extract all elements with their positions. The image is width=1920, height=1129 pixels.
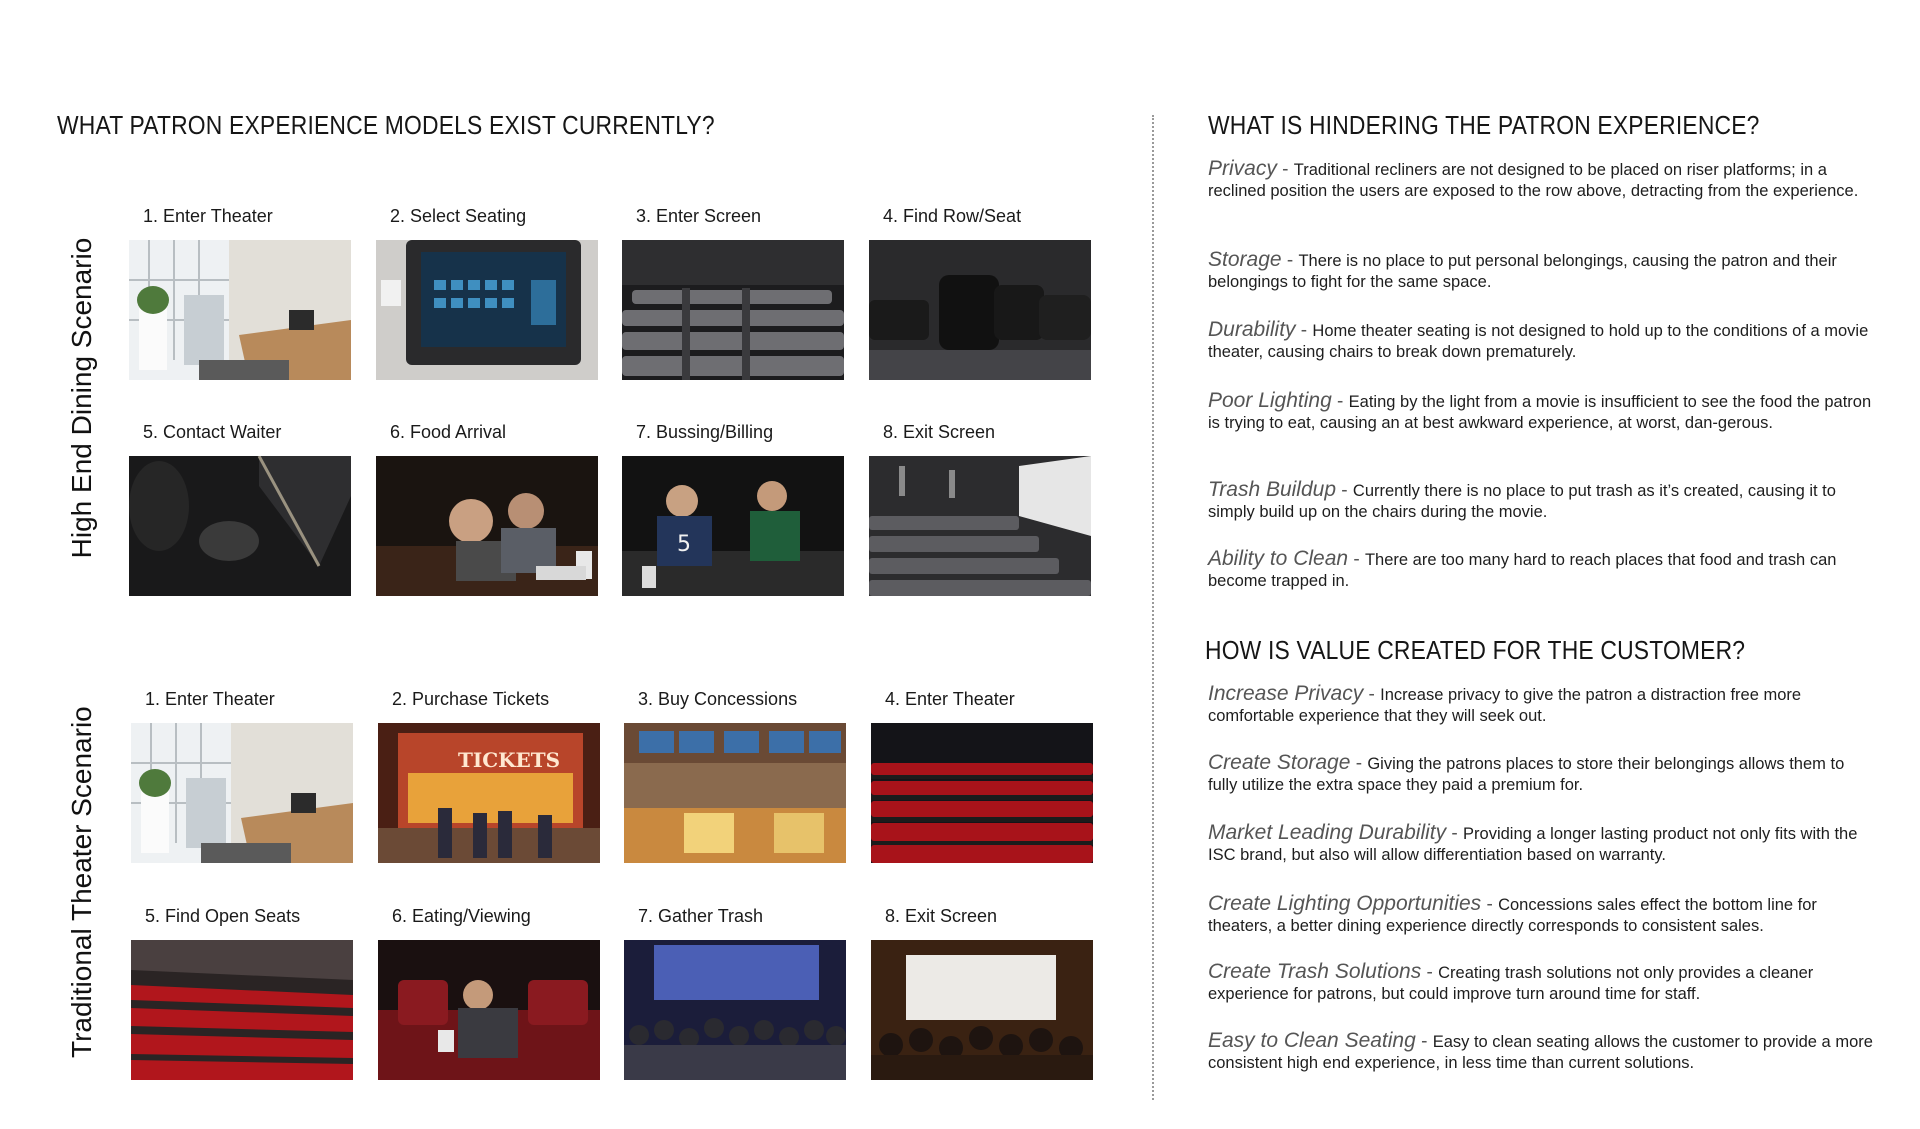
step-card: [624, 906, 846, 1080]
item-term: Storage: [1208, 248, 1282, 271]
item-text: Creating trash solutions not only provides a cleaner experience for patrons, but could improve turn around time for staff.: [1208, 964, 1814, 1003]
value-item: [1208, 961, 1878, 1005]
photo-lobby: [131, 723, 353, 863]
step-card: [871, 689, 1093, 863]
step-card: [129, 422, 351, 596]
svg-text:5: 5: [677, 532, 691, 557]
left-title: WHAT PATRON EXPERIENCE MODELS EXIST CURRENTLY?: [57, 110, 715, 140]
item-separator: -: [1336, 480, 1353, 501]
item-separator: -: [1350, 753, 1368, 774]
step-label: 1. Enter Theater: [145, 689, 275, 709]
item-term: Privacy: [1208, 157, 1277, 180]
step-label: 3. Buy Concessions: [638, 689, 798, 709]
photo-eating-viewing: [378, 940, 600, 1080]
photo-concessions: [624, 723, 846, 863]
hindering-item: [1208, 479, 1878, 523]
photo-open-seats: [131, 940, 353, 1080]
item-separator: -: [1415, 1031, 1433, 1052]
hindering-item: [1208, 390, 1878, 434]
photo-food-arrival: [376, 456, 598, 596]
item-text: There is no place to put personal belongings, causing the patron and their belongings to fight for the same space.: [1208, 252, 1837, 291]
step-card: [376, 206, 598, 380]
item-text: Providing a longer lasting product not only fits with the ISC brand, but also will allow differentiation based on warranty.: [1208, 825, 1858, 864]
step-card: [131, 689, 353, 863]
step-label: 2. Select Seating: [390, 206, 527, 226]
item-separator: -: [1281, 250, 1299, 271]
step-card: [129, 206, 351, 380]
step-label: 5. Find Open Seats: [145, 906, 301, 926]
step-label: 4. Enter Theater: [885, 689, 1015, 709]
item-separator: -: [1446, 823, 1464, 844]
photo-ticket-booth: [378, 723, 600, 863]
item-term: Create Storage: [1208, 751, 1351, 774]
hindering-title: WHAT IS HINDERING THE PATRON EXPERIENCE?: [1208, 110, 1760, 140]
item-term: Poor Lighting: [1208, 389, 1332, 412]
scenario-label-traditional: Traditional Theater Scenario: [66, 706, 97, 1058]
step-label: 7. Gather Trash: [638, 906, 764, 926]
item-term: Easy to Clean Seating: [1208, 1029, 1416, 1052]
item-text: Eating by the light from a movie is insufficient to see the food the patron is trying to eat, causing an at best awkward experience, at worst, dan-gerous.: [1208, 393, 1872, 432]
step-card: [622, 206, 844, 380]
item-term: Increase Privacy: [1208, 682, 1364, 705]
photo-recliners: [869, 240, 1091, 380]
item-text: Increase privacy to give the patron a distraction free more comfortable experience that they will seek out.: [1208, 686, 1802, 725]
item-term: Durability: [1208, 318, 1296, 341]
photo-exit-screen-crowd: [871, 940, 1093, 1080]
hindering-item: [1208, 249, 1878, 293]
step-card: [622, 422, 844, 596]
item-separator: -: [1348, 549, 1365, 570]
photo-red-seats-auditorium: [871, 723, 1093, 863]
photo-kiosk: [376, 240, 598, 380]
value-item: [1208, 683, 1878, 727]
item-text: Easy to clean seating allows the customer to provide a more consistent high end experience, in less time than current solutions.: [1208, 1033, 1873, 1072]
section-divider: [1152, 115, 1154, 1100]
item-text: Home theater seating is not designed to hold up to the conditions of a movie theater, causing chairs to break down prematurely.: [1208, 322, 1869, 361]
step-card: [378, 906, 600, 1080]
item-text: There are too many hard to reach places that food and trash can become trapped in.: [1208, 551, 1837, 590]
step-label: 6. Food Arrival: [390, 422, 507, 442]
item-separator: -: [1295, 320, 1313, 341]
step-label: 2. Purchase Tickets: [392, 689, 550, 709]
item-separator: -: [1276, 159, 1294, 180]
step-card: [624, 689, 846, 863]
step-label: 6. Eating/Viewing: [392, 906, 531, 926]
scenario-label-high-end: High End Dining Scenario: [66, 237, 97, 559]
step-card: [131, 906, 353, 1080]
value-item: [1208, 822, 1878, 866]
step-card: [378, 689, 600, 863]
photo-empty-auditorium: [622, 240, 844, 380]
item-separator: -: [1421, 962, 1439, 983]
item-term: Market Leading Durability: [1208, 821, 1447, 844]
photo-waiter-button: [129, 456, 351, 596]
step-label: 5. Contact Waiter: [143, 422, 282, 442]
step-label: 8. Exit Screen: [885, 906, 998, 926]
hindering-item: [1208, 158, 1878, 202]
item-text: Concessions sales effect the bottom line for theaters, a better dining experience directly corresponds to consistent sales.: [1208, 896, 1817, 935]
item-separator: -: [1481, 894, 1499, 915]
value-item: [1208, 893, 1878, 937]
photo-lobby: [129, 240, 351, 380]
item-term: Trash Buildup: [1208, 478, 1337, 501]
value-item: [1208, 752, 1878, 796]
tickets-sign: TICKETS: [458, 748, 561, 772]
step-label: 8. Exit Screen: [883, 422, 996, 442]
item-text: Traditional recliners are not designed to be placed on riser platforms; in a reclined position the users are exposed to the row above, detracting from the experience.: [1208, 161, 1859, 200]
step-label: 1. Enter Theater: [143, 206, 273, 226]
item-term: Ability to Clean: [1208, 547, 1349, 570]
step-label: 3. Enter Screen: [636, 206, 762, 226]
hindering-item: [1208, 319, 1878, 363]
item-term: Create Trash Solutions: [1208, 960, 1422, 983]
photo-exit-screen: [869, 456, 1091, 596]
value-item: [1208, 1030, 1878, 1074]
item-text: Currently there is no place to put trash as it’s created, causing it to simply build up on the chairs during the movie.: [1208, 482, 1836, 521]
step-label: 7. Bussing/Billing: [636, 422, 774, 442]
step-card: [871, 906, 1093, 1080]
item-text: Giving the patrons places to store their belongings allows them to fully utilize the extra space they paid a premium for.: [1208, 755, 1845, 794]
step-card: [869, 206, 1091, 380]
hindering-item: [1208, 548, 1878, 592]
photo-bussing: [622, 456, 844, 596]
item-separator: -: [1363, 684, 1381, 705]
step-card: [376, 422, 598, 596]
step-card: [869, 422, 1091, 596]
item-term: Create Lighting Opportunities: [1208, 892, 1482, 915]
step-label: 4. Find Row/Seat: [883, 206, 1022, 226]
item-separator: -: [1331, 391, 1349, 412]
value-title: HOW IS VALUE CREATED FOR THE CUSTOMER?: [1205, 635, 1746, 665]
photo-gather-trash: [624, 940, 846, 1080]
